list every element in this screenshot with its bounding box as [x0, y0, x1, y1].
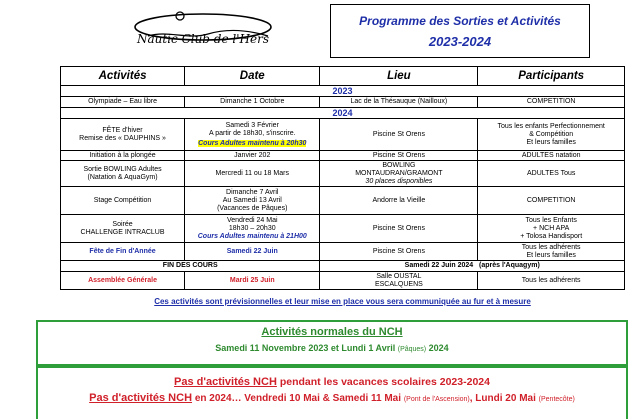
no-activity-emphasis: Pas d'activités NCH [89, 392, 193, 404]
date-line: (Vacances de Pâques) [217, 204, 288, 212]
table-row [61, 215, 625, 243]
normal-activities-title: Activités normales du NCH [261, 326, 403, 338]
date-line: Samedi 3 Février [225, 121, 279, 129]
date-cell [185, 215, 320, 243]
normal-activities-dates [38, 343, 626, 353]
activity-line: Remise des « DAUPHINS » [79, 134, 166, 142]
participants-cell: COMPETITION [478, 97, 625, 108]
activity-cell: Assemblée Générale [61, 272, 185, 290]
place-line: BOWLING [382, 161, 416, 169]
date-line: Au Samedi 13 Avril [222, 196, 282, 204]
place-cell: Piscine St Orens [320, 243, 478, 261]
place-line: MONTAUDRAN/GRAMONT [355, 169, 443, 177]
participants-cell: COMPETITION [478, 187, 625, 215]
date-line: Dimanche 7 Avril [226, 188, 279, 196]
program-season: 2023-2024 [428, 34, 492, 49]
end-of-classes-label: FIN DES COURS [61, 261, 320, 272]
activity-line: Sortie BOWLING Adultes [83, 165, 162, 173]
table-row [61, 187, 625, 215]
date-cell: Mardi 25 Juin [185, 272, 320, 290]
place-cell: Andorre la Vieille [320, 187, 478, 215]
activity-cell [61, 215, 185, 243]
date-cell: Janvier 202 [185, 151, 320, 161]
column-header: Lieu [320, 67, 478, 86]
table-row [61, 97, 625, 108]
year-row [61, 86, 625, 97]
participants-line: + NCH APA [533, 224, 570, 232]
participants-line: & Compétition [529, 130, 574, 138]
normal-year: 2024 [428, 343, 449, 353]
activity-cell: Stage Compétition [61, 187, 185, 215]
participants-cell: Tous les adhérents [478, 272, 625, 290]
date-line: 18h30 – 20h30 [228, 224, 276, 232]
place-cell [320, 272, 478, 290]
activity-line: (Natation & AquaGym) [87, 173, 158, 181]
no-activity-text: pendant les vacances scolaires 2023-2024 [279, 376, 490, 388]
program-title: Programme des Sorties et Activités [359, 14, 561, 28]
activity-cell: Fête de Fin d'Année [61, 243, 185, 261]
end-of-classes-date [320, 261, 625, 272]
table-header-row [61, 67, 625, 86]
activity-line: Soirée [112, 220, 133, 228]
adult-class-highlight: Cours Adultes maintenu à 20h30 [198, 139, 307, 147]
activity-cell [61, 119, 185, 151]
place-cell: Lac de la Thésauque (Nailloux) [320, 97, 478, 108]
date-cell [185, 119, 320, 151]
paques-note: (Pâques) [397, 346, 427, 353]
activity-cell: Olympiade – Eau libre [61, 97, 185, 108]
participants-line: Tous les Enfants [525, 216, 577, 224]
table-row [61, 243, 625, 261]
place-line: Salle OUSTAL [376, 272, 422, 280]
table-row [61, 161, 625, 187]
participants-line: + Tolosa Handisport [520, 232, 583, 240]
date-line: Vendredi 24 Mai [226, 216, 278, 224]
date-cell: Mercredi 11 ou 18 Mars [185, 161, 320, 187]
participants-line: Et leurs familles [526, 251, 576, 259]
activity-cell [61, 161, 185, 187]
activity-line: CHALLENGE INTRACLUB [80, 228, 165, 236]
table-row [61, 119, 625, 151]
svg-text:Nautic Club de l'Hers: Nautic Club de l'Hers [136, 32, 270, 46]
place-cell: Piscine St Orens [320, 119, 478, 151]
participants-cell [478, 215, 625, 243]
participants-line: Tous les enfants Perfectionnement [497, 122, 605, 130]
end-note: (après l'Aquagym) [478, 262, 540, 269]
no-activity-emphasis: Pas d'activités NCH [174, 376, 277, 388]
participants-cell: ADULTES natation [478, 151, 625, 161]
no-activity-text: , Lundi 20 Mai [469, 393, 536, 404]
activity-line: FÊTE d'hiver [102, 126, 143, 134]
end-date: Samedi 22 Juin 2024 [404, 262, 474, 269]
pentecote-note: (Pentecôte) [538, 396, 575, 403]
no-activity-box [36, 366, 628, 419]
participants-cell: ADULTES Tous [478, 161, 625, 187]
place-line: 30 places disponibles [365, 177, 433, 185]
participants-line: Et leurs familles [526, 138, 576, 146]
participants-cell [478, 243, 625, 261]
date-line: A partir de 18h30, s'inscrire. [208, 129, 296, 137]
year-2023: 2023 [61, 86, 625, 97]
year-row [61, 108, 625, 119]
program-header [330, 4, 590, 58]
table-row [61, 261, 625, 272]
column-header: Date [185, 67, 320, 86]
ascension-note: (Pont de l'Ascension) [403, 396, 470, 403]
schedule-table [60, 66, 625, 290]
participants-cell [478, 119, 625, 151]
place-cell: Piscine St Orens [320, 215, 478, 243]
no-activity-text: en 2024… Vendredi 10 Mai & Samedi 11 Mai [194, 393, 402, 404]
place-line: ESCALQUENS [374, 280, 423, 288]
adult-class-note: Cours Adultes maintenu à 21H00 [197, 232, 307, 240]
no-activity-dates [38, 392, 626, 404]
table-row [61, 272, 625, 290]
no-activity-holidays [38, 376, 626, 388]
table-row [61, 151, 625, 161]
year-2024: 2024 [61, 108, 625, 119]
place-cell: Piscine St Orens [320, 151, 478, 161]
activity-cell: Initiation à la plongée [61, 151, 185, 161]
column-header: Activités [61, 67, 185, 86]
club-logo [128, 6, 278, 52]
date-cell: Dimanche 1 Octobre [185, 97, 320, 108]
participants-line: Tous les adhérents [521, 243, 581, 251]
date-cell: Samedi 22 Juin [185, 243, 320, 261]
place-cell [320, 161, 478, 187]
column-header: Participants [478, 67, 625, 86]
date-cell [185, 187, 320, 215]
normal-activities-box [36, 320, 628, 366]
provisional-note: Ces activités sont prévisionnelles et leur mise en place vous sera communiquée au fur et à mesure [154, 297, 531, 306]
normal-dates-text: Samedi 11 Novembre 2023 et Lundi 1 Avril [215, 343, 396, 353]
